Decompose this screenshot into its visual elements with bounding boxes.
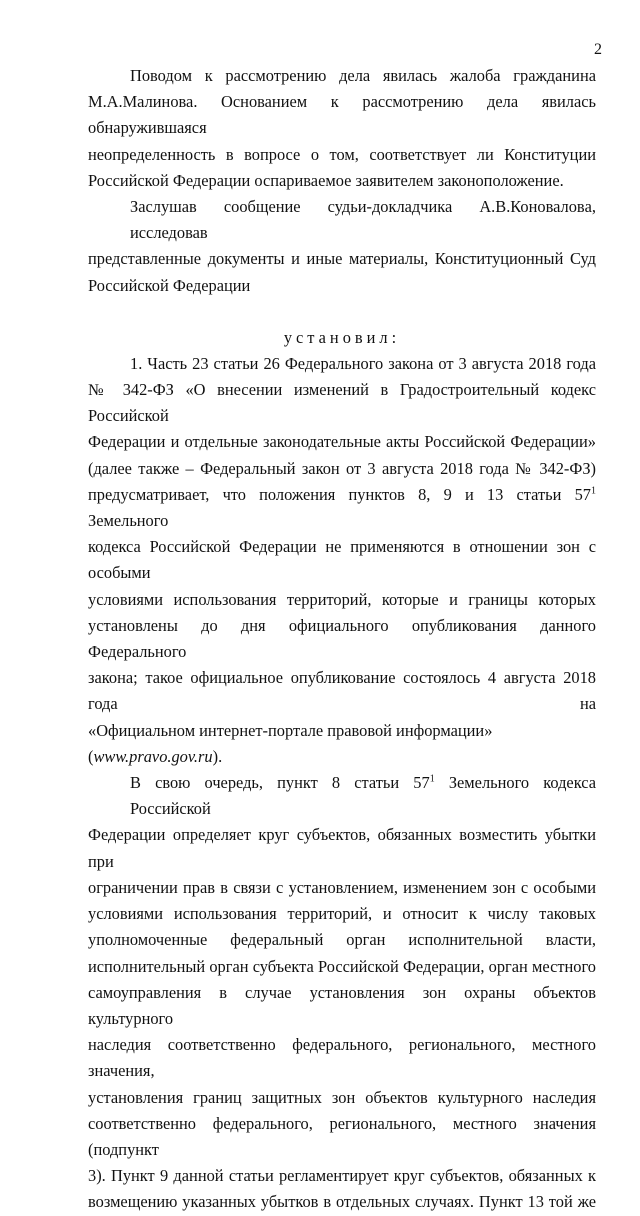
text-line: (далее также – Федеральный закон от 3 августа 2018 года № 342-ФЗ) — [88, 458, 596, 478]
text-line: Федерации и отдельные законодательные акты Российской Федерации» — [88, 432, 596, 452]
text-line: 1. Часть 23 статьи 26 Федерального закона от 3 августа 2018 года — [130, 353, 596, 373]
text-line: Поводом к рассмотрению дела явилась жалоба гражданина — [130, 66, 596, 85]
document-body — [88, 63, 596, 1216]
text-line — [88, 770, 596, 822]
text-fragment: Земельного кодекса Российской — [130, 773, 596, 819]
text-line: наследия соответственно федерального, регионального, местного значения, — [88, 1035, 596, 1081]
paragraph-article-57 — [88, 770, 596, 1215]
text-line: возмещению указанных убытков в отдельных случаях. Пункт 13 той же — [88, 1192, 596, 1212]
text-line: исполнительный орган субъекта Российской Федерации, орган местного — [88, 956, 596, 976]
text-line: представленные документы и иные материалы, Конституционный Суд — [88, 249, 596, 269]
text-line: М.А.Малинова. Основанием к рассмотрению дела явилась обнаружившаяся — [88, 92, 596, 138]
website-reference: www.pravo.gov.ru — [93, 746, 213, 766]
paragraph-hearing — [88, 194, 596, 299]
text-line: условиями использования территорий, и относит к числу таковых — [88, 904, 596, 924]
text-line: установлены до дня официального опубликования данного Федерального — [88, 615, 596, 662]
text-line: уполномоченные федеральный орган исполнительной власти, — [88, 930, 596, 950]
text-line — [88, 482, 596, 534]
text-line: неопределенность в вопросе о том, соответствует ли Конституции — [88, 144, 596, 164]
text-line: 3). Пункт 9 данной статьи регламентирует круг субъектов, обязанных к — [88, 1166, 596, 1186]
decree-heading: установил: — [283, 327, 401, 347]
text-fragment: В свою очередь, пункт 8 статьи 57 — [130, 773, 430, 793]
text-fragment: «Официальном интернет-портале правовой информации» ( — [88, 720, 493, 766]
text-fragment: ). — [212, 746, 223, 766]
text-line: Российской Федерации оспариваемое заявителем законоположение. — [88, 170, 564, 190]
paragraph-article-26 — [88, 351, 596, 770]
text-line: Заслушав сообщение судьи-докладчика А.В.Коноваловa, исследовав — [130, 197, 596, 243]
text-line — [88, 718, 596, 770]
superscript: 1 — [429, 773, 435, 785]
superscript: 1 — [591, 485, 596, 497]
text-line: соответственно федерального, регионального, местного значения (подпункт — [88, 1113, 596, 1159]
text-line: условиями использования территорий, которые и границы которых — [88, 589, 596, 609]
text-line: кодекса Российской Федерации не применяются в отношении зон с особыми — [88, 537, 596, 583]
paragraph-complaint — [88, 63, 596, 194]
text-line: самоуправления в случае установления зон охраны объектов культурного — [88, 982, 596, 1028]
text-fragment: предусматривает, что положения пунктов 8, 9 и 13 статьи 57 — [88, 484, 591, 504]
text-fragment: Земельного — [88, 511, 169, 531]
text-line: закона; такое официальное опубликование состоялось 4 августа 2018 года на — [88, 668, 596, 714]
text-line: установления границ защитных зон объектов культурного наследия — [88, 1087, 596, 1107]
page-number: 2 — [594, 41, 602, 58]
text-line: Федерации определяет круг субъектов, обязанных возместить убытки при — [88, 825, 596, 871]
text-line: Российской Федерации — [88, 275, 251, 295]
text-line: ограничении прав в связи с установлением, изменением зон с особыми — [88, 877, 596, 897]
text-line: № 342-ФЗ «О внесении изменений в Градостроительный кодекс Российской — [88, 380, 596, 426]
